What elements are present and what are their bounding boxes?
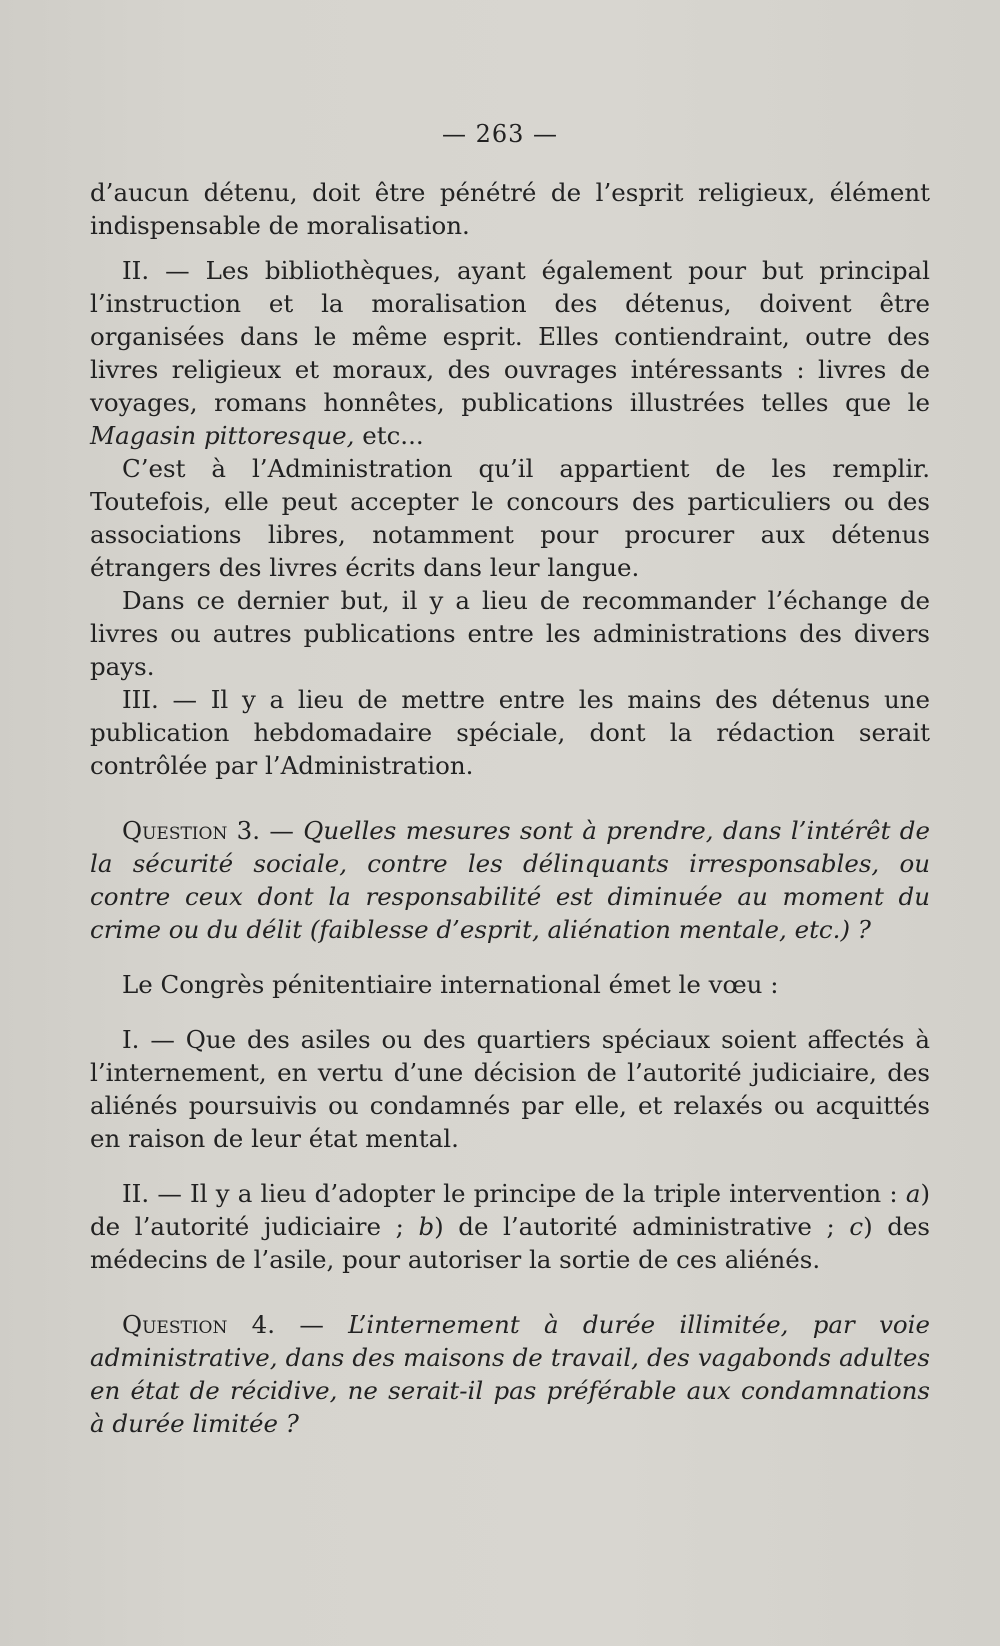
- paragraph-continuation: d’aucun détenu, doit être pénétré de l’esprit religieux, élément indispensable de moralisation.: [90, 178, 930, 240]
- paragraph-administration: C’est à l’Administration qu’il appartient de les remplir. Toutefois, elle peut accepter le concours des particuliers ou des associations libres, notamment pour procurer aux détenus étrangers des livres écrits dans leur langue.: [90, 454, 930, 582]
- question-3-dash: —: [260, 816, 304, 845]
- triple-intervention-start: II. — Il y a lieu d’adopter le principe de la triple intervention :: [122, 1179, 906, 1208]
- item-a: a: [905, 1179, 921, 1208]
- item-c: c: [849, 1212, 864, 1241]
- question-3: [90, 814, 930, 946]
- paragraph-asylums: I. — Que des asiles ou des quartiers spéciaux soient affectés à l’internement, en vertu d’une décision de l’autorité judiciaire, des aliénés poursuivis ou condamnés par elle, et relaxés ou acquittés en raison de leur état mental.: [90, 1025, 930, 1153]
- paragraph-libraries: [90, 254, 930, 452]
- question-4-text: L’internement à durée illimitée, par voie administrative, dans des maisons de travail, des vagabonds adultes en état de récidive, ne serait-il pas préférable aux condamnations à durée limitée ?: [90, 1310, 930, 1438]
- paragraph-triple-intervention: [90, 1177, 930, 1276]
- page-number: — 263 —: [441, 120, 559, 148]
- page-body: [90, 176, 930, 1440]
- magazine-title: Magasin pittoresque,: [90, 421, 355, 450]
- triple-intervention-end: ) des médecins de l’asile, pour autoriser la sortie de ces aliénés.: [90, 1212, 930, 1274]
- question-3-text: Quelles mesures sont à prendre, dans l’intérêt de la sécurité sociale, contre les délinquants irresponsables, ou contre ceux dont la responsabilité est diminuée au moment du crime ou du délit (faiblesse d’esprit, aliénation mentale, etc.) ?: [90, 816, 930, 944]
- item-b: b: [418, 1212, 435, 1241]
- question-4-label: Question 4.: [122, 1310, 276, 1339]
- question-3-label: Question 3.: [122, 816, 261, 845]
- paragraph-congress-wish: Le Congrès pénitentiaire international émet le vœu :: [122, 970, 779, 999]
- libraries-text-end: etc...: [354, 421, 424, 450]
- libraries-text: II. — Les bibliothèques, ayant également pour but principal l’instruction et la moralisation des détenus, doivent être organisées dans le même esprit. Elles contiendraint, outre des livres religieux et moraux, des ouvrages intéressants : livres de voyages, romans honnêtes, publications illustrées telles que le: [90, 256, 930, 417]
- question-4-dash: —: [275, 1310, 349, 1339]
- triple-intervention-mid1: ) de l’autorité judiciaire ;: [90, 1179, 930, 1241]
- paragraph-publication: III. — Il y a lieu de mettre entre les mains des détenus une publication hebdomadaire spéciale, dont la rédaction serait contrôlée par l’Administration.: [90, 685, 930, 780]
- triple-intervention-mid2: ) de l’autorité administrative ;: [434, 1212, 850, 1241]
- paragraph-exchange: Dans ce dernier but, il y a lieu de recommander l’échange de livres ou autres publications entre les administrations des divers pays.: [90, 586, 930, 681]
- question-4: [90, 1308, 930, 1440]
